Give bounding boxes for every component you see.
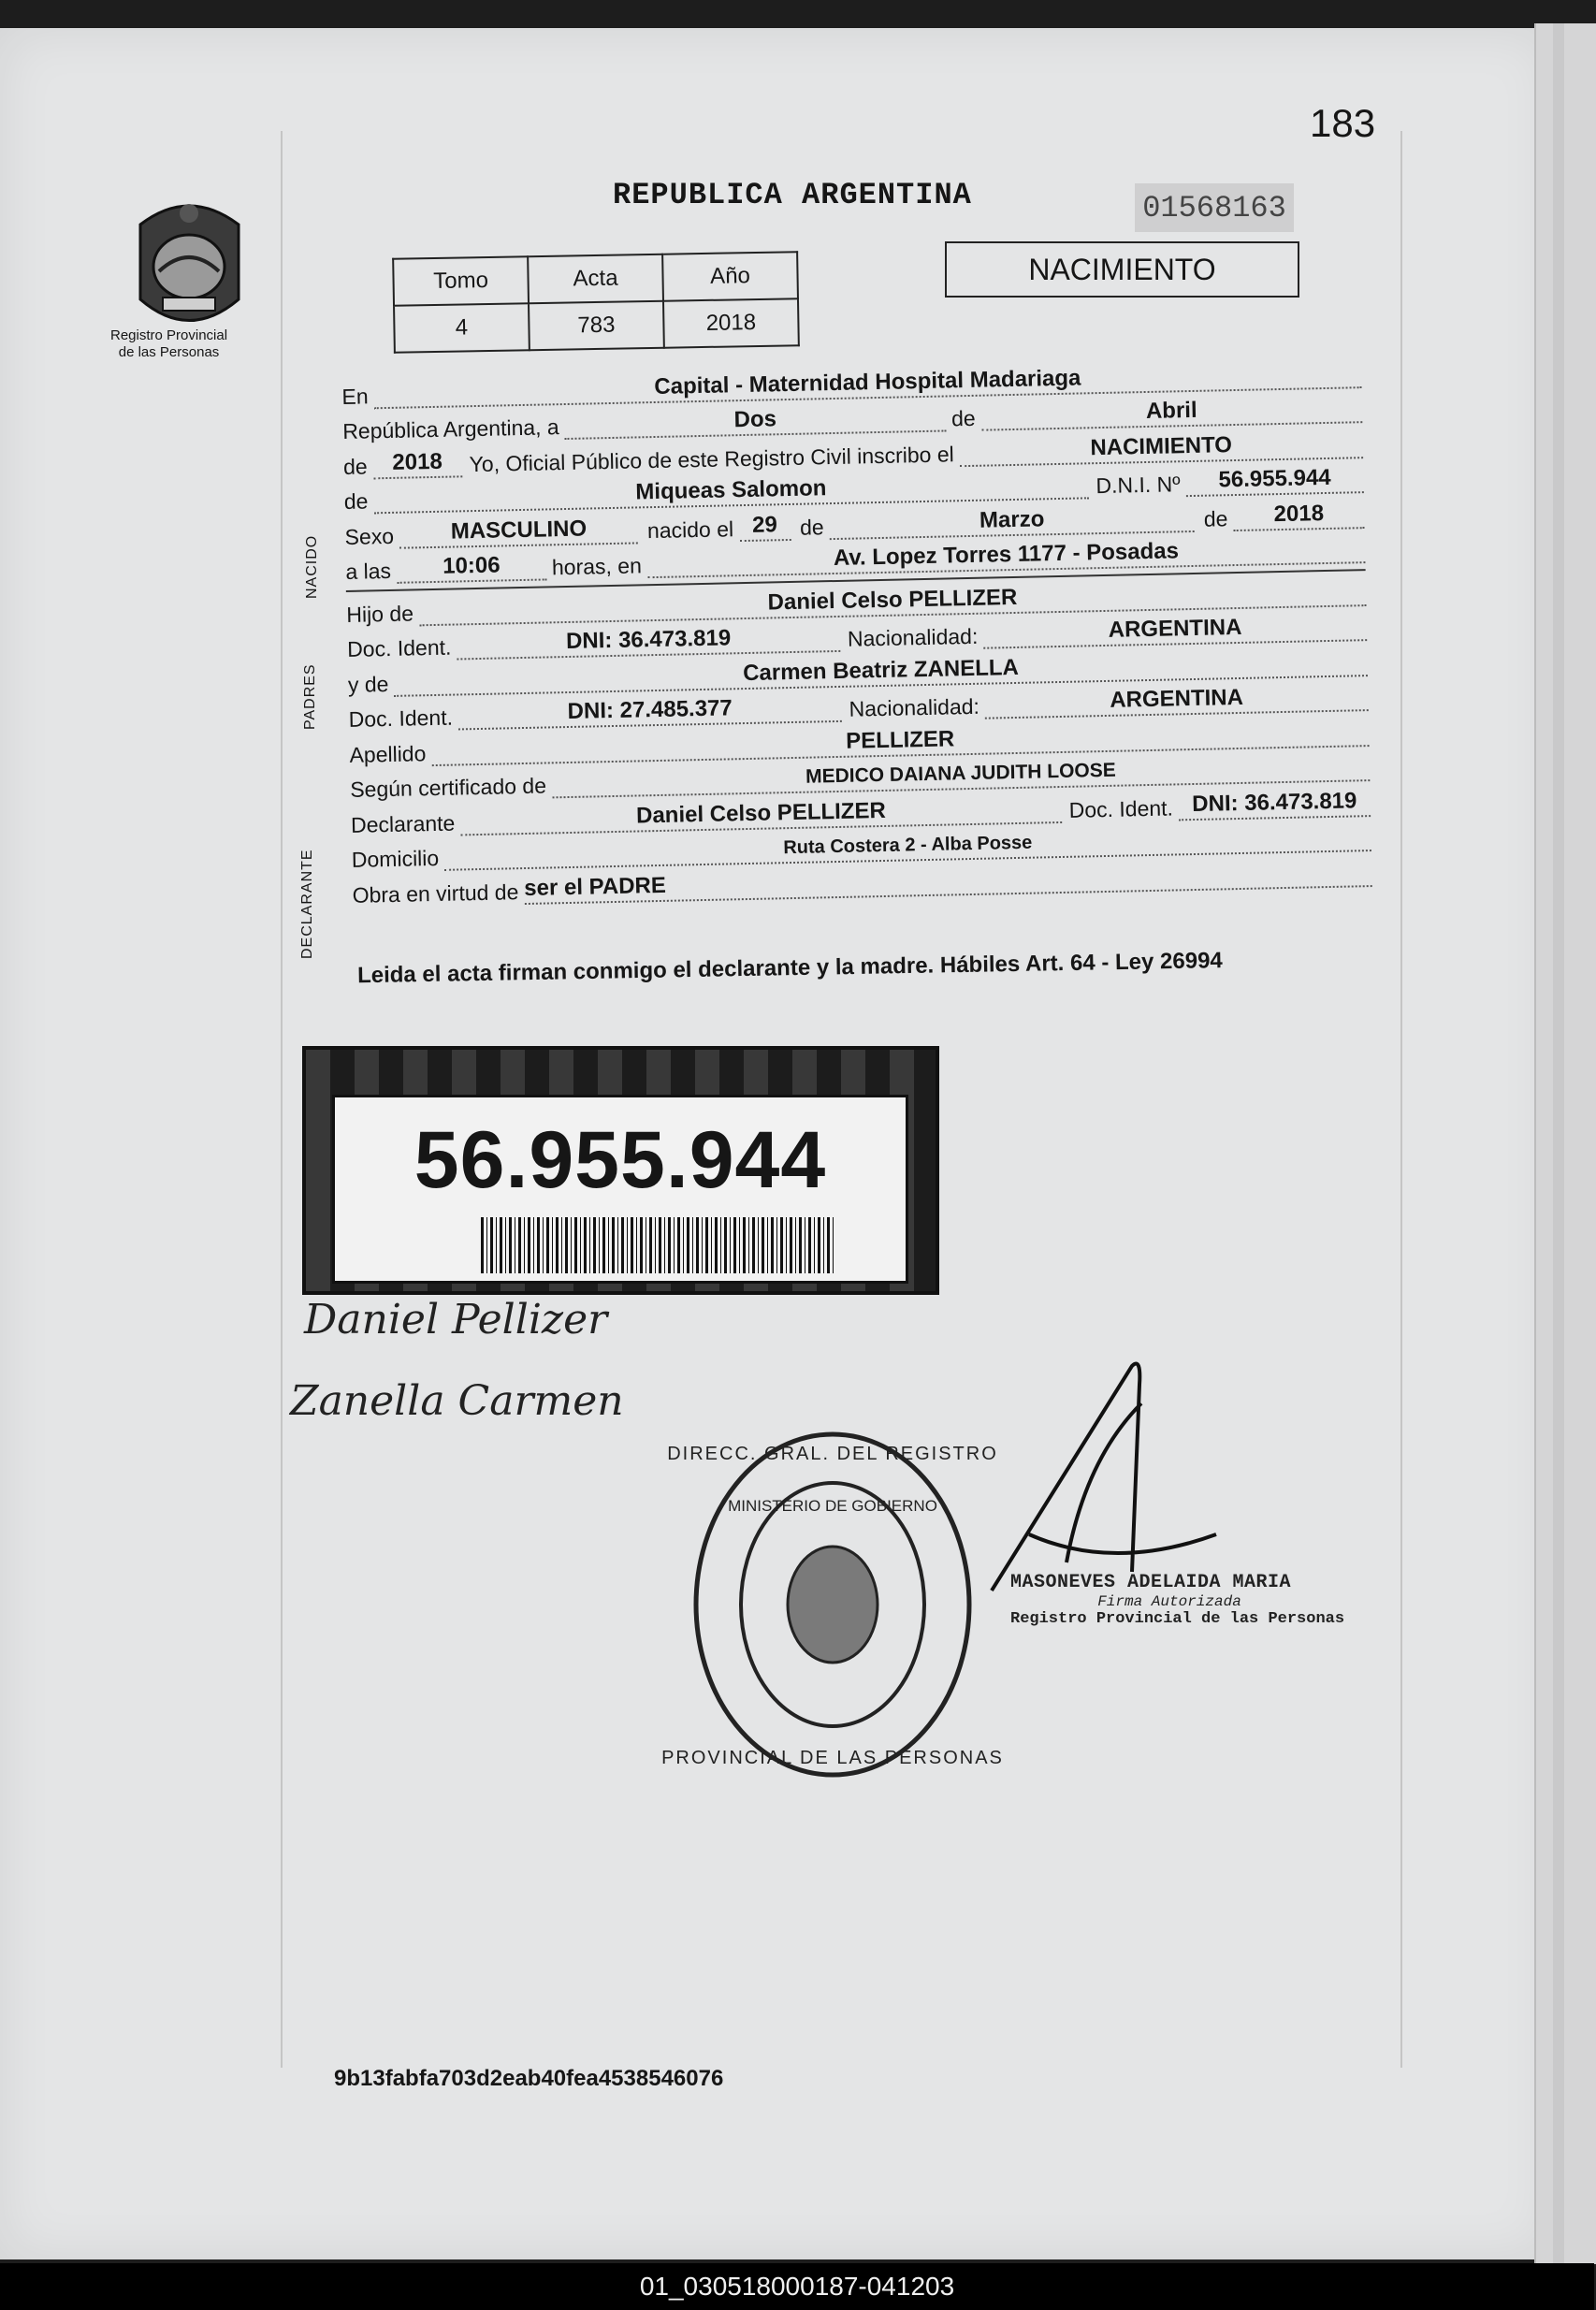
field-madre-nac: ARGENTINA (985, 681, 1369, 719)
row-padre-doc: Doc. Ident. DNI: 36.473.819 Nacionalidad: ARGENTINA (347, 606, 1368, 662)
signature-padre: Daniel Pellizer (304, 1296, 608, 1344)
table-cell: 783 (529, 301, 664, 351)
official-stamp-icon (661, 1427, 1004, 1782)
page-edge (1534, 23, 1596, 2264)
field-domicilio: Ruta Costera 2 - Alba Posse (444, 821, 1371, 871)
row-apellido: Apellido PELLIZER (349, 711, 1370, 767)
field-mes: Abril (980, 393, 1362, 431)
row-madre: y de Carmen Beatriz ZANELLA (347, 641, 1368, 697)
birth-record-form (341, 353, 1372, 908)
field-declarante: Daniel Celso PELLIZER (460, 792, 1062, 835)
field-decl-dni: DNI: 36.473.819 (1179, 787, 1371, 821)
sticker-number: 56.955.944 (414, 1115, 827, 1205)
field-apellido: PELLIZER (431, 717, 1370, 766)
footer-id: 01_030518000187-041203 (0, 2263, 1594, 2310)
field-obra: ser el PADRE (524, 857, 1372, 905)
page-edge-shadow (1553, 23, 1564, 2264)
official-registry: Registro Provincial de las Personas (1010, 1610, 1345, 1628)
closing-statement: Leida el acta firman conmigo el declarante y la madre. Hábiles Art. 64 - Ley 26994 (356, 948, 1224, 989)
row-hora: a las 10:06 horas, en Av. Lopez Torres 1177 - Posadas (345, 529, 1366, 585)
row-obra: Obra en virtud de ser el PADRE (352, 851, 1372, 908)
field-nac-anio: 2018 (1233, 499, 1365, 531)
logo-caption: Registro Provincial de las Personas (110, 327, 228, 360)
document-hash: 9b13fabfa703d2eab40fea4538546076 (334, 2066, 724, 2091)
field-padre-dni: DNI: 36.473.819 (457, 622, 840, 661)
table-cell: 4 (394, 303, 530, 353)
side-label-declarante: DECLARANTE (299, 849, 315, 959)
table-header: Tomo (393, 256, 529, 306)
table-header: Año (662, 252, 798, 301)
table-header: Acta (528, 254, 663, 304)
field-lugar-nac: Av. Lopez Torres 1177 - Posadas (646, 533, 1365, 578)
field-hora: 10:06 (397, 550, 547, 583)
side-label-nacido: NACIDO (304, 534, 320, 599)
field-tipo: NACIMIENTO (959, 429, 1363, 467)
field-lugar: Capital - Maternidad Hospital Madariaga (373, 358, 1361, 409)
row-lugar: En Capital - Maternidad Hospital Madariaga (341, 353, 1362, 409)
sticker-label (332, 1095, 908, 1284)
row-declarante: Declarante Daniel Celso PELLIZER Doc. Ident. DNI: 36.473.819 (351, 781, 1371, 837)
dni-sticker (302, 1046, 939, 1295)
field-padre: Daniel Celso PELLIZER (419, 576, 1367, 626)
field-padre-nac: ARGENTINA (983, 611, 1367, 649)
official-title: Firma Autorizada (1097, 1593, 1241, 1610)
table-cell: 2018 (663, 298, 799, 348)
row-fecha: República Argentina, a Dos de Abril (342, 388, 1363, 444)
field-nac-mes: Marzo (829, 501, 1195, 539)
barcode-icon (481, 1217, 834, 1273)
official-seal (1010, 1572, 1345, 1628)
row-nombre: de Miqueas Salomon D.N.I. Nº 56.955.944 (343, 458, 1364, 515)
field-nombre: Miqueas Salomon (373, 469, 1089, 514)
svg-text:MINISTERIO DE GOBIERNO: MINISTERIO DE GOBIERNO (728, 1497, 937, 1515)
field-dni: 56.955.944 (1185, 463, 1364, 497)
field-madre-dni: DNI: 27.485.377 (458, 692, 842, 731)
svg-text:PROVINCIAL DE LAS PERSONAS: PROVINCIAL DE LAS PERSONAS (661, 1748, 1004, 1768)
field-nac-dia: 29 (739, 510, 791, 541)
page-number: 183 (1310, 101, 1376, 145)
document-type-box: NACIMIENTO (945, 241, 1299, 298)
field-anio: 2018 (372, 447, 462, 479)
row-domicilio: Domicilio Ruta Costera 2 - Alba Posse (351, 817, 1371, 873)
field-certificado: MEDICO DAIANA JUDITH LOOSE (552, 751, 1371, 798)
field-madre: Carmen Beatriz ZANELLA (394, 647, 1368, 697)
signature-madre: Zanella Carmen (290, 1377, 624, 1425)
row-certificado: Según certificado de MEDICO DAIANA JUDITH LOOSE (350, 747, 1371, 803)
row-sexo: Sexo MASCULINO nacido el 29 de Marzo de 2018 (344, 493, 1365, 549)
svg-text:DIRECC. GRAL. DEL REGISTRO: DIRECC. GRAL. DEL REGISTRO (667, 1444, 998, 1464)
field-dia: Dos (564, 401, 946, 440)
official-name: MASONEVES ADELAIDA MARIA (1010, 1572, 1292, 1593)
row-padre: Hijo de Daniel Celso PELLIZER (346, 571, 1367, 627)
serial-number: 01568163 (1135, 183, 1294, 232)
side-label-padres: PADRES (302, 663, 318, 730)
registry-table (392, 251, 800, 354)
field-sexo: MASCULINO (399, 514, 639, 548)
row-inscripcion: de 2018 Yo, Oficial Público de este Registro Civil inscribo el NACIMIENTO (343, 423, 1364, 479)
row-madre-doc: Doc. Ident. DNI: 27.485.377 Nacionalidad: ARGENTINA (348, 676, 1369, 733)
document-title: REPUBLICA ARGENTINA (613, 178, 972, 212)
